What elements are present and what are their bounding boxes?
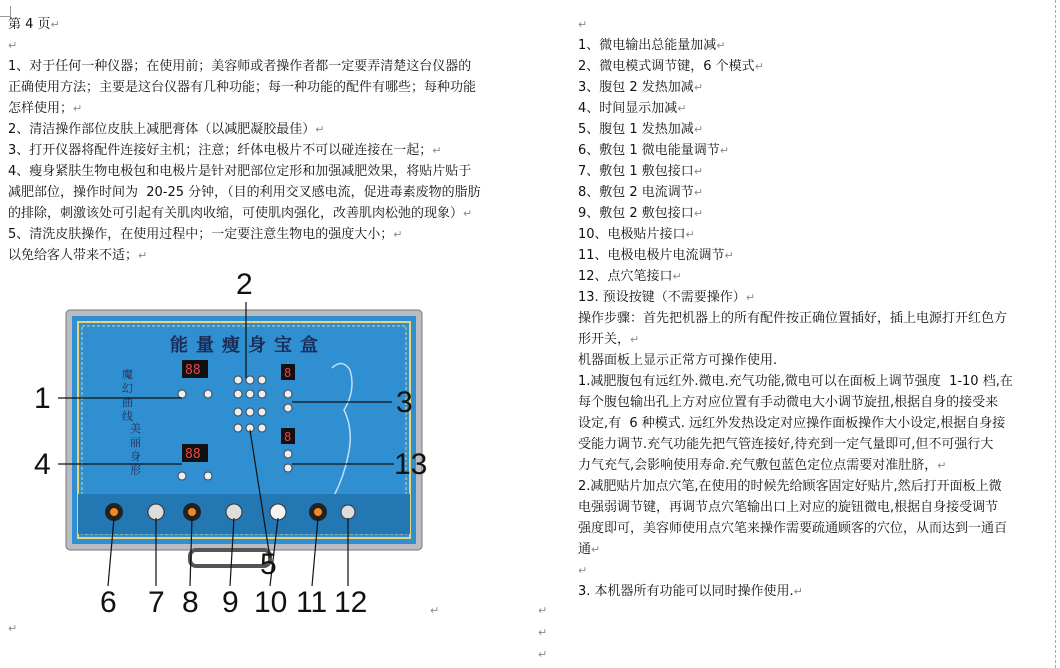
page-margin-line — [1055, 0, 1056, 668]
left-line: 的排除，刺激该处可引起有关肌肉收缩，可使肌肉强化，改善肌肉松弛的现象）↵ — [8, 206, 473, 221]
device-title: 能量瘦身宝盒 — [170, 335, 326, 356]
left-line: 3、打开仪器将配件连接好主机；注意；纤体电极片不可以碰连接在一起；↵ — [8, 143, 442, 158]
callout-7: 7 — [148, 586, 165, 618]
procedure-line: 操作步骤：首先把机器上的所有配件按正确位置插好，插上电源打开红色方 — [578, 311, 1008, 326]
callout-9: 9 — [222, 586, 239, 618]
feature-item: 9、敷包 2 敷包接口↵ — [578, 206, 704, 221]
feature-item: 6、敷包 1 微电能量调节↵ — [578, 143, 730, 158]
procedure-line: 强度即可，美容师使用点穴笔来操作需要疏通顾客的穴位，从而达到一通百 — [578, 521, 1008, 536]
procedure-line: 2.减肥贴片加点穴笔,在使用的时候先给顾客固定好贴片,然后打开面板上微 — [578, 479, 1002, 494]
svg-text:美: 美 — [130, 422, 141, 435]
svg-text:魔: 魔 — [122, 368, 133, 381]
callout-3: 3 — [396, 386, 413, 419]
callout-13: 13 — [394, 448, 428, 481]
feature-item: 2、微电模式调节键，6 个模式↵ — [578, 59, 764, 74]
left-line: 以免给客人带来不适；↵ — [8, 248, 148, 263]
svg-text:线: 线 — [122, 410, 133, 423]
left-line: 正确使用方法；主要是这台仪器有几种功能；每一种功能的配件有哪些；每种功能 — [8, 80, 477, 95]
display-right-top-value: 8 — [284, 366, 292, 380]
procedure-line: 3. 本机器所有功能可以同时操作使用.↵ — [578, 584, 803, 599]
para-mark: ↵ — [430, 604, 440, 617]
control-strip — [78, 494, 410, 534]
svg-text:形: 形 — [130, 464, 141, 477]
right-text-column — [578, 14, 1040, 602]
callout-2: 2 — [236, 268, 253, 301]
para-mark: ↵ — [538, 648, 548, 661]
left-line: 4、瘦身紧肤生物电极包和电极片是针对肥部位定形和加强减肥效果，将贴片贴于 — [8, 164, 472, 179]
callout-8: 8 — [182, 586, 199, 618]
left-line: 减肥部位，操作时间为 20-25 分钟，（目的利用交叉感电流，促进毒素废物的脂肪 — [8, 185, 481, 200]
blank-paragraph: ↵ — [578, 564, 588, 577]
device-diagram — [22, 268, 442, 618]
procedure-line: 受能力调节.充气功能先把气管连接好,待充到一定气量即可,但不可强行大 — [578, 437, 994, 452]
callout-4: 4 — [34, 448, 51, 481]
procedure-line: 通↵ — [578, 542, 601, 557]
feature-item: 7、敷包 1 敷包接口↵ — [578, 164, 704, 179]
callout-12: 12 — [334, 586, 368, 618]
blank-paragraph: ↵ — [8, 39, 18, 52]
display-left-top-value: 88 — [185, 363, 201, 378]
svg-text:曲: 曲 — [122, 396, 133, 409]
feature-item: 8、敷包 2 电流调节↵ — [578, 185, 704, 200]
callout-10: 10 — [254, 586, 288, 618]
procedure-line: 1.减肥腹包有远红外.微电.充气功能,微电可以在面板上调节强度 1-10 档,在 — [578, 374, 1013, 389]
svg-text:幻: 幻 — [122, 382, 133, 395]
feature-item: 10、电极贴片接口↵ — [578, 227, 695, 242]
page-header: 第 4 页↵ — [8, 17, 60, 32]
blank-paragraph: ↵ — [578, 18, 588, 31]
left-line: 怎样使用；↵ — [8, 101, 83, 116]
procedure-line: 形开关，↵ — [578, 332, 640, 347]
feature-item: 11、电极电极片电流调节↵ — [578, 248, 734, 263]
procedure-line: 每个腹包输出孔上方对应位置有手动微电大小调节旋扭,根据自身的接受来 — [578, 395, 999, 410]
callout-11: 11 — [296, 586, 328, 618]
left-line: 1、对于任何一种仪器；在使用前；美容师或者操作者都一定要弄清楚这台仪器的 — [8, 59, 472, 74]
para-mark: ↵ — [538, 604, 548, 617]
feature-item: 5、腹包 1 发热加减↵ — [578, 122, 704, 137]
feature-item: 4、时间显示加减↵ — [578, 101, 687, 116]
feature-item: 3、腹包 2 发热加减↵ — [578, 80, 704, 95]
para-mark: ↵ — [538, 626, 548, 639]
procedure-line: 力气充气,会影响使用寿命.充气敷包蓝色定位点需要对准肚脐，↵ — [578, 458, 947, 473]
left-text-column — [8, 14, 513, 266]
callout-6: 6 — [100, 586, 117, 618]
program-label-right — [130, 422, 141, 477]
feature-item: 1、微电输出总能量加减↵ — [578, 38, 726, 53]
svg-text:身: 身 — [130, 450, 141, 463]
case-handle — [190, 550, 270, 566]
left-line: 2、清洁操作部位皮肤上减肥膏体（以减肥凝胶最佳）↵ — [8, 122, 325, 137]
procedure-line: 设定,有 6 种模式. 远红外发热设定对应操作面板操作大小设定,根据自身接 — [578, 416, 1006, 431]
display-left-bottom-value: 88 — [185, 447, 201, 462]
procedure-line: 机器面板上显示正常方可操作使用. — [578, 353, 778, 368]
display-right-bottom-value: 8 — [284, 430, 292, 444]
feature-item: 12、点穴笔接口↵ — [578, 269, 682, 284]
feature-item: 13. 预设按键（不需要操作）↵ — [578, 290, 756, 305]
callout-5: 5 — [260, 548, 277, 581]
callout-1: 1 — [34, 382, 51, 415]
left-line: 5、清洗皮肤操作，在使用过程中；一定要注意生物电的强度大小；↵ — [8, 227, 403, 242]
svg-text:丽: 丽 — [130, 436, 141, 449]
procedure-line: 电强弱调节键，再调节点穴笔输出口上对应的旋钮微电,根据自身接受调节 — [578, 500, 999, 515]
para-mark: ↵ — [8, 622, 18, 635]
